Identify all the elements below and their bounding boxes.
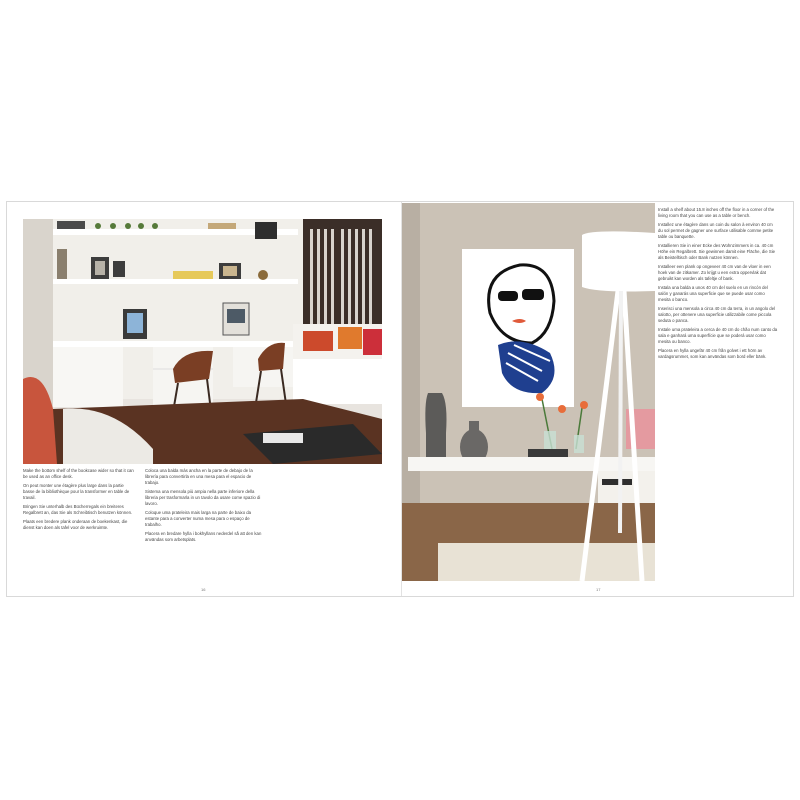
caption-nl: Installeer een plank op ongeveer 40 cm van de vloer in een hoek van de zitkamer. Zo krijgt u een extra oppervlak dat gebruikt kan worden als tafeltje of bank. xyxy=(658,264,771,281)
caption-sv: Placera en bredare hylla i bokhyllans nederdel så att den kan användas som arbetsplats. xyxy=(145,531,262,542)
caption-de: Bringen Sie unterhalb des Bücherregals ein breiteres Regalbrett an, das Sie als Schreibtisch benutzen können. xyxy=(23,504,133,515)
left-caption-column-2 xyxy=(145,468,262,546)
caption-pt: Coloque uma prateleira mais larga na parte de baixo da estante para a converter numa mesa para o espaço de trabalho. xyxy=(145,510,252,527)
caption-fr: On peut monter une étagère plus large dans la partie basse de la bibliothèque pour la transformer en table de travail. xyxy=(23,483,130,500)
caption-it: Sistema una mensola più ampia nella parte inferiore della libreria per trasformarla in un tavolo da usare come spazio di lavoro. xyxy=(145,489,261,506)
caption-fr: Installez une étagère dans un coin du salon à environ 40 cm du sol permet de gagner une surface utilisable comme petite table ou banquette. xyxy=(658,222,774,239)
right-caption-column xyxy=(658,207,778,363)
home-office-photo xyxy=(23,219,382,464)
caption-en: Make the bottom shelf of the bookcase wider so that it can be used as an office desk. xyxy=(23,468,134,479)
caption-sv: Placera en hylla ungefär 40 cm från golvet i ett hörn av vardagsrummet, som kan användas som bord eller bänk. xyxy=(658,348,767,359)
caption-en: Install a shelf about 15.8 inches off the floor in a corner of the living room that you can use as a table or bench. xyxy=(658,207,775,218)
caption-pt: Instale uma prateleira a cerca de 40 cm do chão num canto da sala e ganhará uma superfície que se poderá usar como mesita ou banco. xyxy=(658,327,778,344)
page-number-left: 16 xyxy=(201,587,206,592)
caption-de: Installieren Sie in einer Ecke des Wohnzimmers in ca. 40 cm Höhe ein Regalbrett. Sie gewinnen damit eine Fläche, die Sie als Beistelltisch oder Bank nutzen können. xyxy=(658,243,776,260)
caption-es: Coloca una balda más ancha en la parte de debajo de la librería para convertirla en una mesa para el espacio de trabajo. xyxy=(145,468,253,485)
book-spread xyxy=(6,201,794,597)
caption-es: Instala una balda a unos 40 cm del suelo en un rincón del salón y ganarás una superficie que se puede usar como mesita o banco. xyxy=(658,285,768,302)
living-room-corner-photo xyxy=(402,203,655,581)
caption-nl: Plaats een bredere plank onderaan de boekenkast, die dienst kan doen als tafel voor de werkruimte. xyxy=(23,519,128,530)
left-caption-column-1 xyxy=(23,468,135,534)
page-number-right: 17 xyxy=(596,587,601,592)
caption-it: Inserisci una mensola a circa 40 cm da terra, in un angolo del salotto, per ottenere una superficie utilizzabile come piccola seduta o panca. xyxy=(658,306,776,323)
